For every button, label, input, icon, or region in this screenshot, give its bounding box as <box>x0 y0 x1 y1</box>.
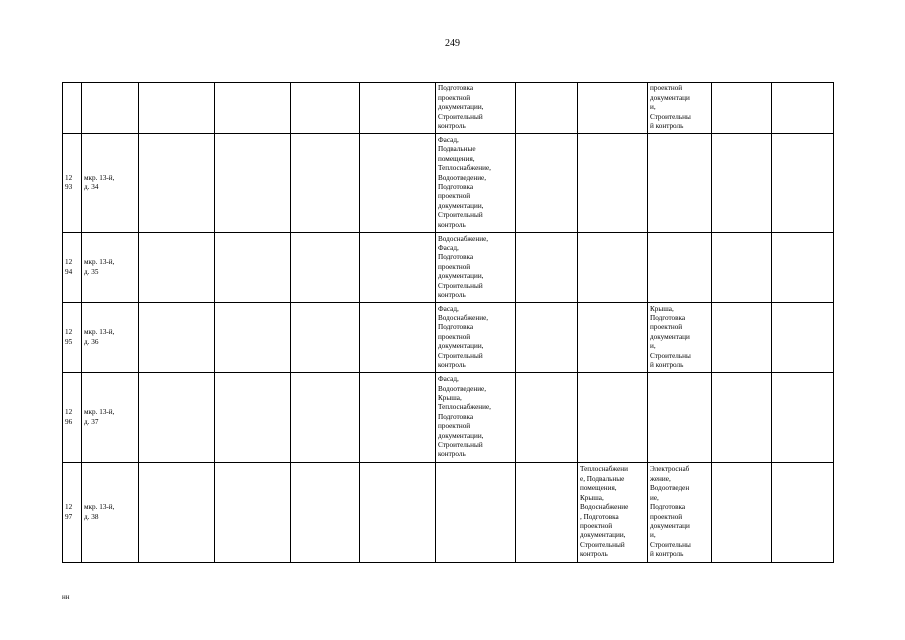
cell-line: Строительный <box>438 441 483 450</box>
row-number-cell: 12 96 <box>63 373 82 463</box>
cell-line: документации, <box>580 531 626 540</box>
empty-cell <box>139 233 215 303</box>
empty-cell <box>516 373 578 463</box>
cell-line: Водоотведение, <box>438 384 487 393</box>
works-cell <box>436 303 516 373</box>
cell-line: Строительный <box>580 540 625 549</box>
cell-line: Фасад, <box>438 375 459 384</box>
cell-line: документаци <box>650 332 690 341</box>
cell-line: Подготовка <box>650 503 686 512</box>
empty-cell <box>772 233 834 303</box>
address-cell: мкр. 13-й, д. 35 <box>82 233 139 303</box>
cell-line: Электроснаб <box>650 465 690 474</box>
works-cell-3 <box>648 373 712 463</box>
cell-line: Строительный <box>438 211 483 220</box>
empty-cell <box>712 303 772 373</box>
cell-line: жение, <box>650 474 671 483</box>
empty-cell <box>360 463 436 563</box>
cell-line: й контроль <box>650 122 684 131</box>
empty-cell <box>516 233 578 303</box>
cell-line: проектной <box>438 93 471 102</box>
empty-cell <box>772 303 834 373</box>
cell-line: Подготовка <box>438 253 474 262</box>
works-cell <box>436 134 516 233</box>
cell-line: помещения, <box>580 484 617 493</box>
address-cell <box>82 83 139 134</box>
cell-line: е, Подвальные <box>580 474 625 483</box>
works-cell <box>436 463 516 563</box>
cell-line: контроль <box>438 122 466 131</box>
cell-line: проектной <box>650 84 683 93</box>
empty-cell <box>291 134 360 233</box>
empty-cell <box>516 303 578 373</box>
empty-cell <box>360 303 436 373</box>
row-number-cell: 12 95 <box>63 303 82 373</box>
cell-line: проектной <box>650 323 683 332</box>
cell-line: Строительны <box>650 351 691 360</box>
cell-line: Водоснабжение, <box>438 234 489 243</box>
address-cell: мкр. 13-й, д. 37 <box>82 373 139 463</box>
cell-line: Водоснабжение <box>580 503 629 512</box>
table-row <box>63 83 834 134</box>
cell-line: Подготовка <box>438 183 474 191</box>
cell-line: и, <box>650 531 656 540</box>
cell-line: Теплоснабжени <box>580 465 628 474</box>
empty-cell <box>291 373 360 463</box>
row-number-cell: 12 97 <box>63 463 82 563</box>
empty-cell <box>291 463 360 563</box>
cell-line: контроль <box>438 450 466 459</box>
cell-line: Теплоснабжение, <box>438 164 491 173</box>
empty-cell <box>215 233 291 303</box>
cell-line: Крыша, <box>650 304 674 313</box>
empty-cell <box>215 83 291 134</box>
empty-cell <box>712 83 772 134</box>
empty-cell <box>360 83 436 134</box>
works-cell-2 <box>578 463 648 563</box>
cell-line: документации, <box>438 201 484 210</box>
cell-line: ие, <box>650 493 659 502</box>
empty-cell <box>712 463 772 563</box>
cell-line: документации, <box>438 272 484 281</box>
cell-line: Водоотведен <box>650 484 690 493</box>
cell-line: документации, <box>438 342 484 351</box>
cell-line: контроль <box>438 220 466 229</box>
works-cell-3 <box>648 303 712 373</box>
cell-line: документаци <box>650 93 690 102</box>
row-number-cell <box>63 83 82 134</box>
empty-cell <box>139 83 215 134</box>
empty-cell <box>291 303 360 373</box>
table-row <box>63 463 834 563</box>
table-row <box>63 134 834 233</box>
empty-cell <box>215 303 291 373</box>
cell-line: Фасад, <box>438 135 459 144</box>
cell-line: документации, <box>438 431 484 440</box>
cell-line: контроль <box>438 291 466 300</box>
empty-cell <box>772 463 834 563</box>
works-cell-2 <box>578 303 648 373</box>
cell-line: Строительны <box>650 540 691 549</box>
cell-line: контроль <box>438 361 466 370</box>
cell-line: проектной <box>580 521 613 530</box>
works-cell <box>436 233 516 303</box>
footer-mark: нн <box>62 593 70 601</box>
empty-cell <box>712 373 772 463</box>
cell-line: Подготовка <box>650 313 686 322</box>
cell-line: и, <box>650 342 656 351</box>
works-cell-2 <box>578 233 648 303</box>
cell-line: Подготовка <box>438 323 474 332</box>
empty-cell <box>516 134 578 233</box>
table-row <box>63 373 834 463</box>
cell-line: документаци <box>650 521 690 530</box>
address-cell: мкр. 13-й, д. 34 <box>82 134 139 233</box>
works-cell-2 <box>578 83 648 134</box>
empty-cell <box>291 233 360 303</box>
empty-cell <box>215 463 291 563</box>
cell-line: Крыша, <box>438 393 462 402</box>
cell-line: помещения, <box>438 154 475 163</box>
works-cell-2 <box>578 134 648 233</box>
empty-cell <box>215 373 291 463</box>
empty-cell <box>772 83 834 134</box>
cell-line: проектной <box>438 192 471 201</box>
cell-line: Фасад, <box>438 243 459 252</box>
row-number-cell: 12 94 <box>63 233 82 303</box>
cell-line: Подготовка <box>438 84 474 93</box>
empty-cell <box>139 373 215 463</box>
empty-cell <box>516 83 578 134</box>
address-cell: мкр. 13-й, д. 36 <box>82 303 139 373</box>
page-number: 249 <box>445 38 460 49</box>
empty-cell <box>360 233 436 303</box>
empty-cell <box>291 83 360 134</box>
housing-repair-table <box>62 82 834 563</box>
cell-line: и, <box>650 103 656 112</box>
cell-line: Теплоснабжение, <box>438 403 491 412</box>
empty-cell <box>360 373 436 463</box>
cell-line: Водоотведение, <box>438 173 487 182</box>
cell-line: Водоснабжение, <box>438 313 489 322</box>
empty-cell <box>772 373 834 463</box>
table-row <box>63 303 834 373</box>
cell-line: проектной <box>650 512 683 521</box>
empty-cell <box>712 233 772 303</box>
empty-cell <box>139 463 215 563</box>
address-cell: мкр. 13-й, д. 38 <box>82 463 139 563</box>
row-number-cell: 12 93 <box>63 134 82 233</box>
cell-line: Строительный <box>438 281 483 290</box>
works-cell-3 <box>648 463 712 563</box>
empty-cell <box>139 303 215 373</box>
cell-line: Фасад, <box>438 304 459 313</box>
cell-line: й контроль <box>650 361 684 370</box>
cell-line: Подвальные <box>438 145 476 154</box>
works-cell <box>436 373 516 463</box>
empty-cell <box>712 134 772 233</box>
cell-line: документации, <box>438 103 484 112</box>
cell-line: проектной <box>438 262 471 271</box>
cell-line: проектной <box>438 422 471 431</box>
works-cell-2 <box>578 373 648 463</box>
empty-cell <box>215 134 291 233</box>
cell-line: й контроль <box>650 550 684 559</box>
works-cell <box>436 83 516 134</box>
works-cell-3 <box>648 233 712 303</box>
works-cell-3 <box>648 83 712 134</box>
empty-cell <box>516 463 578 563</box>
empty-cell <box>360 134 436 233</box>
empty-cell <box>772 134 834 233</box>
cell-line: проектной <box>438 332 471 341</box>
cell-line: Строительный <box>438 351 483 360</box>
cell-line: Крыша, <box>580 493 604 502</box>
cell-line: контроль <box>580 550 608 559</box>
table-row <box>63 233 834 303</box>
works-cell-3 <box>648 134 712 233</box>
empty-cell <box>139 134 215 233</box>
cell-line: , Подготовка <box>580 512 619 521</box>
cell-line: Строительный <box>438 112 483 121</box>
cell-line: Строительны <box>650 112 691 121</box>
cell-line: Подготовка <box>438 412 474 421</box>
